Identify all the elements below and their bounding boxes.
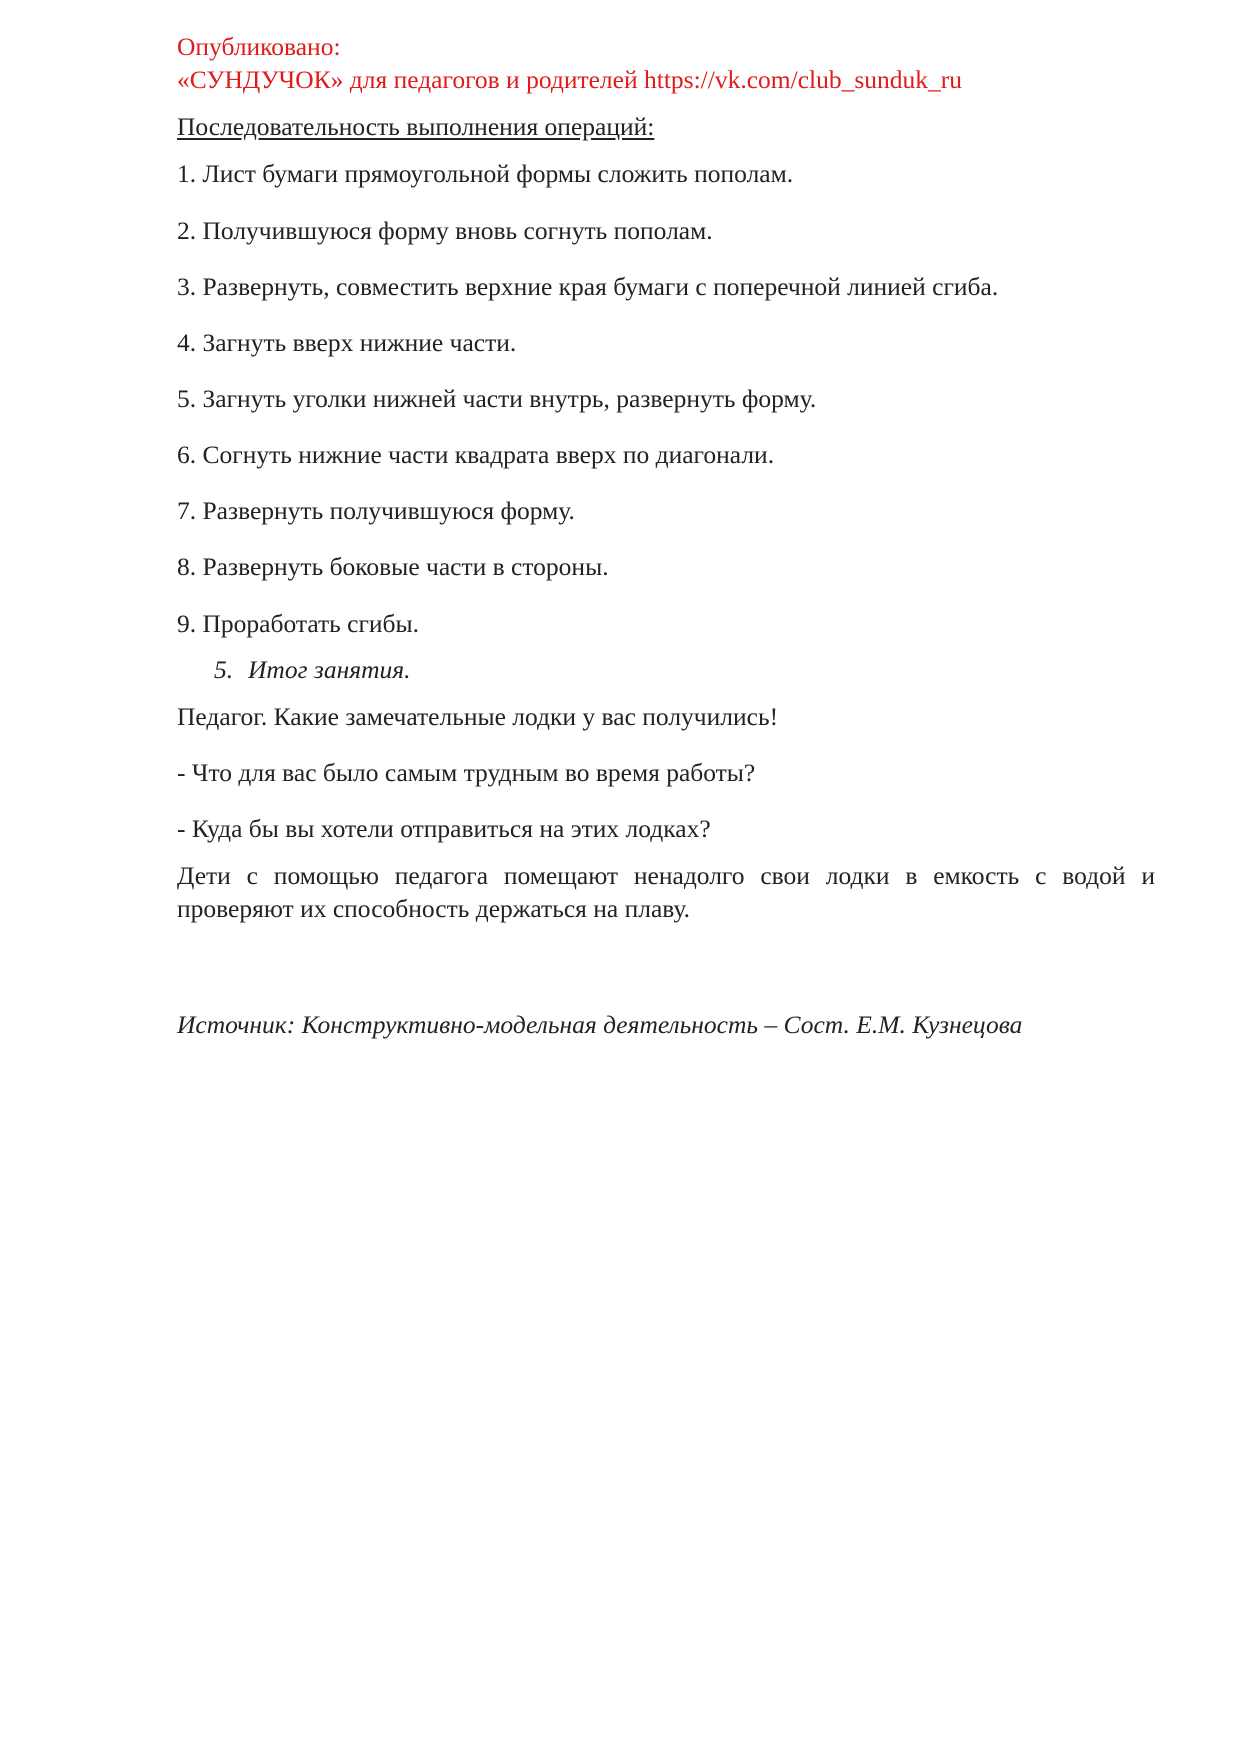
step-item — [177, 214, 1177, 247]
step-number: 1. — [177, 159, 197, 189]
teacher-remark: Педагог. Какие замечательные лодки у вас получились! — [177, 701, 779, 731]
step-text: Лист бумаги прямоугольной формы сложить пополам. — [202, 159, 794, 189]
step-item — [177, 326, 1177, 359]
summary-heading — [214, 653, 1177, 686]
section-title: Последовательность выполнения операций: — [177, 112, 655, 142]
step-text: Загнуть уголки нижней части внутрь, развернуть форму. — [202, 383, 817, 413]
step-number: 9. — [177, 608, 197, 638]
steps-list — [177, 157, 1177, 639]
step-item — [177, 382, 1177, 415]
step-text: Развернуть получившуюся форму. — [202, 496, 575, 526]
step-item — [177, 550, 1177, 583]
step-item — [177, 270, 1177, 303]
document-content — [177, 30, 1177, 1041]
step-text: Загнуть вверх нижние части. — [202, 327, 517, 357]
step-number: 8. — [177, 552, 197, 582]
step-text: Развернуть, совместить верхние края бумаги с поперечной линией сгиба. — [202, 271, 999, 301]
step-number: 6. — [177, 440, 197, 470]
published-label: Опубликовано: — [177, 32, 341, 61]
step-text: Согнуть нижние части квадрата вверх по диагонали. — [202, 440, 775, 470]
published-header — [177, 30, 1177, 96]
step-item — [177, 438, 1177, 471]
step-text: Получившуюся форму вновь согнуть пополам. — [202, 215, 713, 245]
source-citation: Источник: Конструктивно-модельная деятельность – Сост. Е.М. Кузнецова — [177, 1009, 1023, 1039]
published-source-line: «СУНДУЧОК» для педагогов и родителей https://vk.com/club_sunduk_ru — [177, 65, 963, 95]
step-number: 3. — [177, 271, 197, 301]
step-number: 4. — [177, 327, 197, 357]
summary-title: Итог занятия. — [248, 654, 411, 684]
step-number: 7. — [177, 496, 197, 526]
step-item — [177, 607, 1177, 640]
step-number: 5. — [177, 383, 197, 413]
question-destination: - Куда бы вы хотели отправиться на этих лодках? — [177, 814, 711, 844]
step-text: Проработать сгибы. — [202, 608, 420, 638]
step-text: Развернуть боковые части в стороны. — [202, 552, 609, 582]
step-item — [177, 494, 1177, 527]
children-activity: Дети с помощью педагога помещают ненадолго свои лодки в емкость с водой и проверяют их способность держаться на плаву. — [177, 861, 1155, 924]
step-item — [177, 157, 1177, 190]
question-hardest: - Что для вас было самым трудным во время работы? — [177, 757, 756, 787]
summary-number: 5. — [214, 654, 234, 684]
step-number: 2. — [177, 215, 197, 245]
